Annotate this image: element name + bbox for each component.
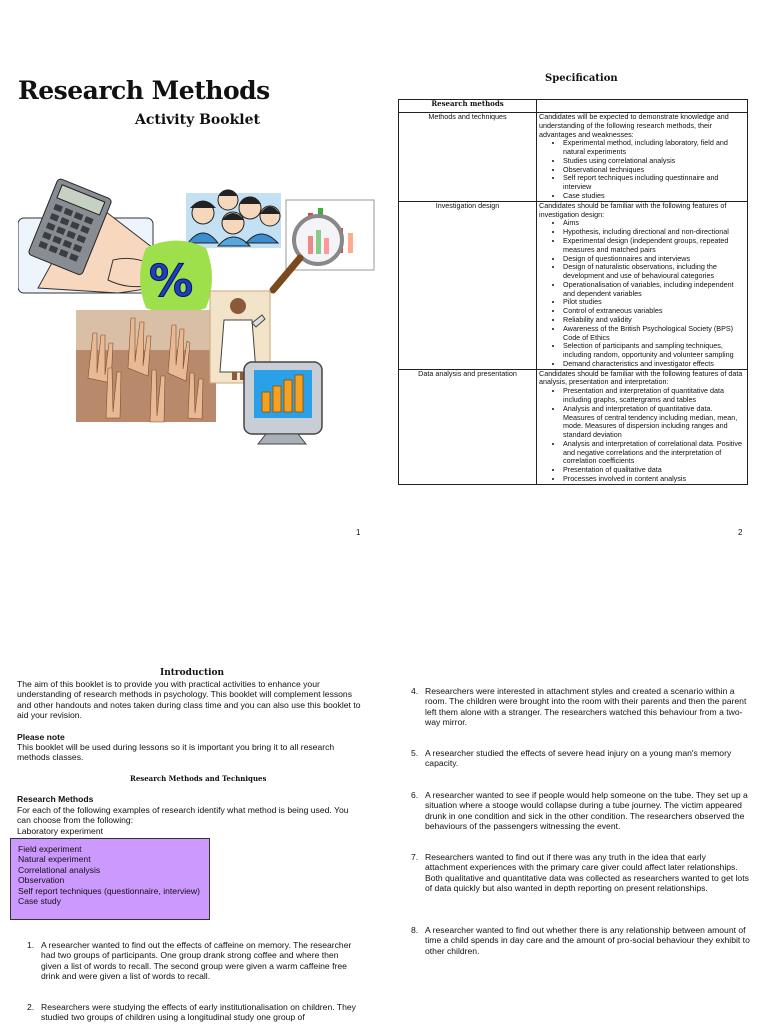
row-intro: Candidates should be familiar with the following features of data analysis, presentation and interpretation: [539,368,743,387]
question-number: 8. [411,925,419,935]
list-item: • Demand characteristics and investigator effects [563,360,745,369]
list-item: • Aims [563,219,745,228]
research-methods-instructions: For each of the following examples of research identify what method is being used. You can choose from the following: [17,805,349,826]
list-item: • Self report techniques including questinnaire and interview [563,174,745,192]
row-list [539,387,745,484]
option-item: Field experiment [18,844,82,854]
list-item: • Pilot studies [563,298,745,307]
list-item: • Selection of participants and sampling techniques, including random, opportunity and volunteer sampling [563,342,745,360]
monitor-chart-icon [244,362,322,444]
row-intro: Candidates will be expected to demonstrate knowledge and understanding of the following research methods, their advantages and weaknesses: [539,112,729,139]
list-item: • Experimental design (independent groups, repeated measures and matched pairs [563,237,745,255]
question-text: A researcher wanted to find out whether there is any relationship between amount of time a child spends in day care and the amount of pro-social behaviour they exhibit to other children. [425,925,750,956]
list-item: • Studies using correlational analysis [563,157,745,166]
question-2 [27,1002,361,1023]
booklet-title: Research Methods [18,76,270,105]
method-options-box [10,838,210,920]
magnifier-chart-icon [273,200,374,290]
list-item: • Presentation of qualitative data [563,466,745,475]
percent-icon [140,241,212,315]
row-list [539,219,745,368]
row-list [539,139,745,200]
option-item: Natural experiment [18,854,91,865]
list-item: • Hypothesis, including directional and non-directional [563,228,745,237]
section-heading: Research Methods and Techniques [130,774,267,783]
page-number-2: 2 [738,528,743,537]
row-content [537,113,748,202]
list-item: • Design of questionnaires and interviews [563,255,745,264]
svg-text:%: % [149,256,194,307]
row-content [537,369,748,484]
question-number: 4. [411,686,419,696]
table-row [399,201,748,369]
row-label: Methods and techniques [399,113,537,202]
question-1 [27,940,361,982]
option-laboratory: Laboratory experiment [17,826,103,836]
question-number: 5. [411,748,419,758]
research-methods-heading: Research Methods [17,794,94,804]
question-text: Researchers were interested in attachment styles and created a scenario within a room. The children were brought into the room with their parents and then the parent left them alone with a stranger. The researchers watched this behaviour from a two-way mirror. [425,686,747,728]
row-label: Investigation design [399,201,537,369]
please-note-heading: Please note [17,732,65,742]
table-row [399,369,748,484]
list-item: • Analysis and interpretation of quantitative data. Measures of central tendency including median, mean, mode. Measures of dispersion including ranges and standard deviation [563,405,745,440]
crowd-hands-photo [76,310,216,422]
introduction-heading: Introduction [160,668,225,678]
list-item: • Processes involved in content analysis [563,475,745,484]
question-4 [411,686,750,728]
please-note-text: This booklet will be used during lessons so it is important you bring it to all research methods classes. [17,742,335,763]
question-text: A researcher wanted to find out the effects of caffeine on memory. The researcher had two groups of participants. One group drank strong coffee and where then given a list of words to recall. The second group were given a warm caffeine free drink and were given a list of words to recall. [41,940,352,982]
option-item: Observation [18,875,65,886]
question-6 [411,790,750,832]
row-intro: Candidates should be familiar with the following features of investigation design: [539,200,727,219]
row-content [537,201,748,369]
specification-table [398,99,748,485]
list-item: • Observational techniques [563,166,745,175]
option-item: Self report techniques (questionnaire, interview) [18,885,200,896]
table-header-empty [537,100,748,113]
question-number: 2. [27,1002,35,1012]
list-item: • Awareness of the British Psychological Society (BPS) Code of Ethics [563,325,745,343]
list-item: • Design of naturalistic observations, including the development and use of behavioural categories [563,263,745,281]
list-item: • Reliability and validity [563,316,745,325]
question-number: 1. [27,940,35,950]
page-number-1: 1 [356,528,361,537]
list-item: • Control of extraneous variables [563,307,745,316]
option-item: Correlational analysis [18,864,101,875]
question-text: Researchers were studying the effects of early institutionalisation on children. They studied two groups of children using a longitudinal study one group of [41,1002,356,1023]
table-header-research-methods: Research methods [399,100,537,113]
question-5 [411,748,750,769]
list-item: • Operationalisation of variables, including independent and dependent variables [563,281,745,299]
row-label: Data analysis and presentation [399,369,537,484]
introduction-text: The aim of this booklet is to provide you with practical activities to enhance your understanding of research methods in psychology. This booklet will complement lessons and other handouts and notes taken during class time and you can also use this booklet to aid your revision. [17,679,361,721]
question-number: 6. [411,790,419,800]
booklet-subtitle: Activity Booklet [135,112,261,128]
question-number: 7. [411,852,419,862]
question-text: Researchers wanted to find out if there was any truth in the idea that early attachment experiences with the primary care giver could affect later relationships. Both qualitative and quantitative data was collected as researchers wanted to get lots of data quickly but also wanted in depth reporting on present relationships. [425,852,749,894]
question-8 [411,925,750,956]
list-item: • Experimental method, including laboratory, field and natural experiments [563,139,745,157]
list-item: • Case studies [563,192,745,201]
table-header-row [399,100,748,113]
list-item: • Presentation and interpretation of quantitative data including graphs, scattergrams and tables [563,387,745,405]
clipart-collage [18,178,378,453]
specification-heading: Specification [545,73,618,84]
question-text: A researcher wanted to see if people would help someone on the tube. They set up a situation where a stooge would collapse during a tube journey. The victim appeared drunk in one condition and sick in the other condition. The researchers observed the behaviours of the passengers witnessing the event. [425,790,748,832]
question-7 [411,852,750,894]
table-row [399,113,748,202]
question-text: A researcher studied the effects of severe head injury on a young man's memory capacity. [425,748,732,769]
list-item: • Analysis and interpretation of correlational data. Positive and negative correlations and the interpretation of correlation coefficients [563,440,745,466]
people-group-icon [186,190,281,249]
option-item: Case study [18,896,61,907]
calculator-icon [18,178,153,293]
